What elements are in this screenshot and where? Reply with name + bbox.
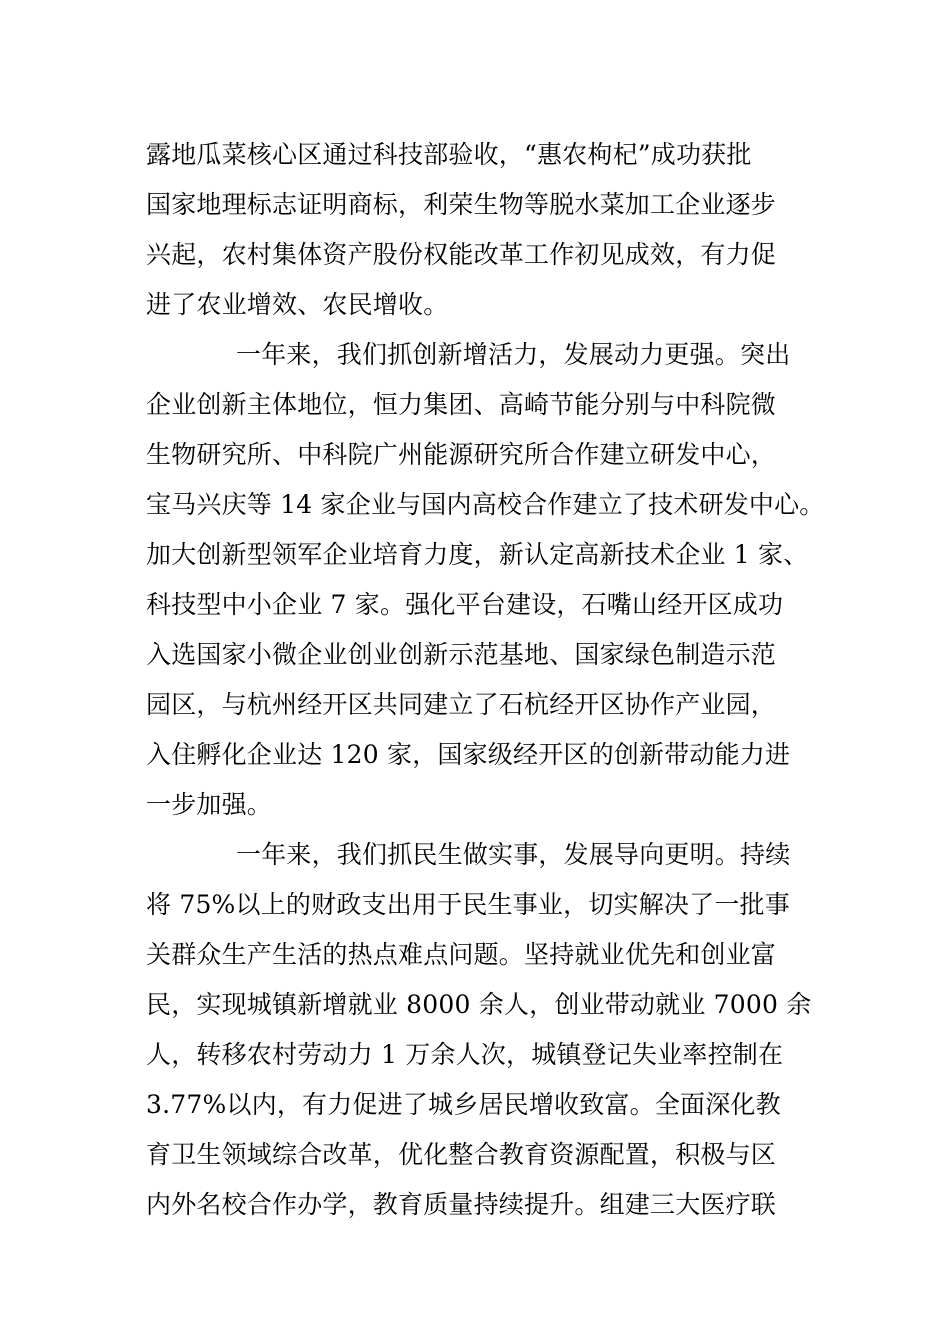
text-line: 3.77%以内，有力促进了城乡居民增收致富。全面深化教 [146,1090,781,1119]
text-line: 进了农业增效、农民增收。 [146,290,449,319]
text-line: 将 75%以上的财政支出用于民生事业，切实解决了一批事 [146,890,790,919]
paragraph-first-line: 一年来，我们抓民生做实事，发展导向更明。持续 [236,840,791,869]
document-body [146,130,826,1230]
text-line: 宝马兴庆等 14 家企业与国内高校合作建立了技术研发中心。 [146,490,825,519]
text-line: 加大创新型领军企业培育力度，新认定高新技术企业 1 家、 [146,540,809,569]
text-line: 科技型中小企业 7 家。强化平台建设，石嘴山经开区成功 [146,590,784,619]
text-line: 露地瓜菜核心区通过科技部验收，“惠农枸杞”成功获批 [146,140,752,169]
text-line: 一步加强。 [146,790,273,819]
text-line: 入住孵化企业达 120 家，国家级经开区的创新带动能力进 [146,740,791,769]
text-line: 入选国家小微企业创业创新示范基地、国家绿色制造示范 [146,640,777,669]
text-line: 关群众生产生活的热点难点问题。坚持就业优先和创业富 [146,940,777,969]
text-line: 内外名校合作办学，教育质量持续提升。组建三大医疗联 [146,1190,777,1219]
text-line: 兴起，农村集体资产股份权能改革工作初见成效，有力促 [146,240,777,269]
text-line: 民，实现城镇新增就业 8000 余人，创业带动就业 7000 余 [146,990,812,1019]
text-line: 国家地理标志证明商标，利荣生物等脱水菜加工企业逐步 [146,190,777,219]
text-line: 人，转移农村劳动力 1 万余人次，城镇登记失业率控制在 [146,1040,784,1069]
paragraph-first-line: 一年来，我们抓创新增活力，发展动力更强。突出 [236,340,791,369]
text-line: 企业创新主体地位，恒力集团、高崎节能分别与中科院微 [146,390,777,419]
text-line: 园区，与杭州经开区共同建立了石杭经开区协作产业园， [146,690,777,719]
text-line: 生物研究所、中科院广州能源研究所合作建立研发中心， [146,440,777,469]
text-line: 育卫生领域综合改革，优化整合教育资源配置，积极与区 [146,1140,777,1169]
